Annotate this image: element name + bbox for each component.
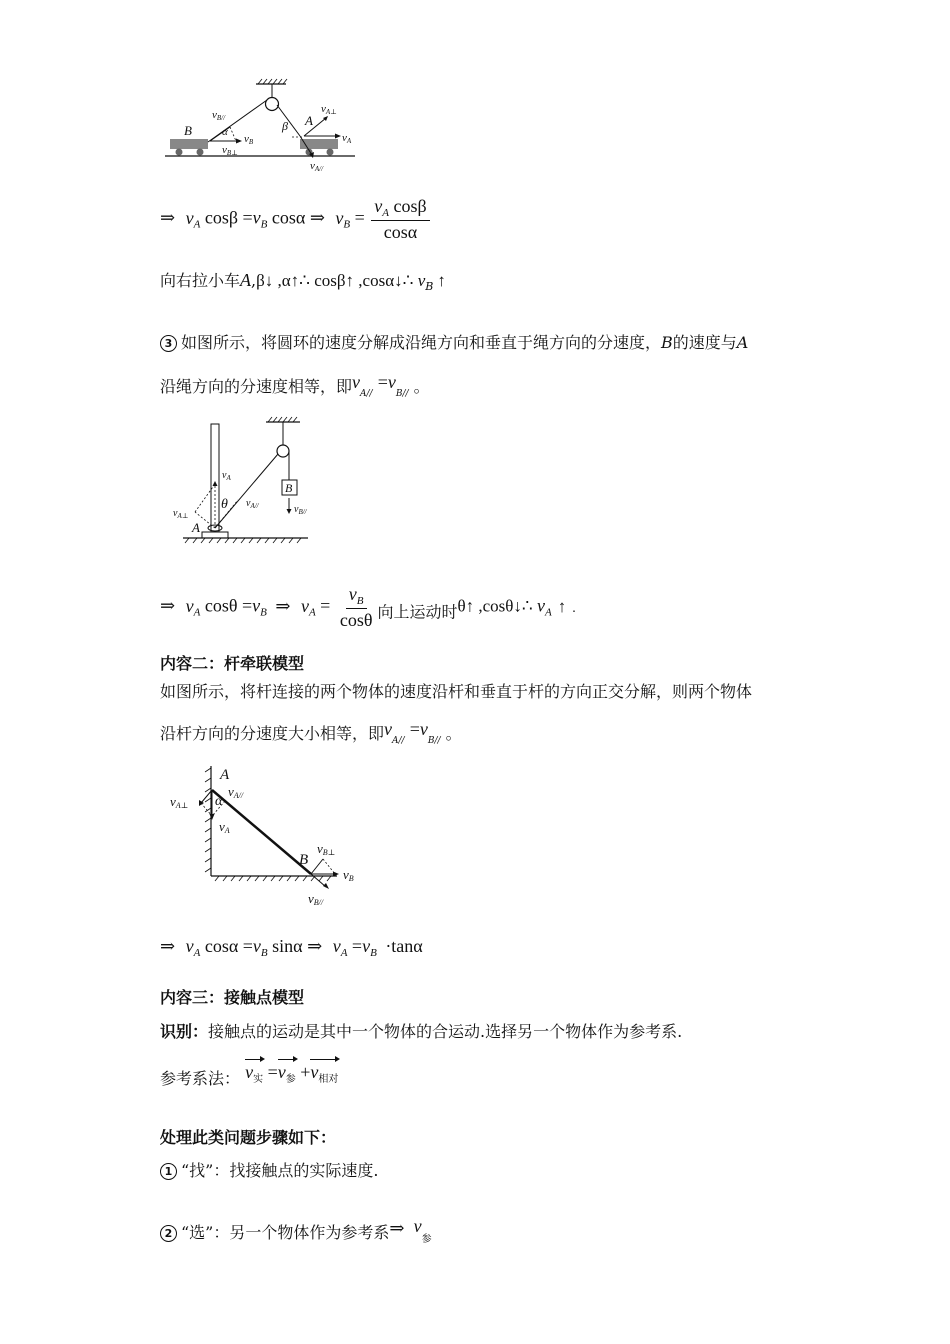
svg-text:vA⊥ [170,794,188,810]
fig3-vbpar-sub: B// [313,898,324,907]
ref-eq: = [267,1062,278,1082]
para3-line1b: 的速度与 [672,333,737,352]
equation-2 [160,584,576,631]
svg-text:vA⊥ [173,508,188,520]
para3-line2b: 。 [413,377,430,396]
eq1-frac-sub-a: A [382,207,390,219]
section-2-line2 [160,719,462,751]
fig1-label-A: A [305,113,313,128]
equation-3 [160,936,423,959]
eq2-sub-a-1: A [193,606,201,619]
rod-diagram [165,758,365,913]
fig3-label-A: A [220,767,230,783]
eq1-sub-b-1: B [260,218,268,231]
eq1-equals-2: = [354,207,365,228]
fig2-vbpar-sub: B// [298,508,307,516]
para3-eq: = [377,372,388,392]
line2-a: A [240,270,252,290]
eq3-implies-1: ⇒ [160,936,176,956]
ref-sub-real: 实 [253,1074,264,1085]
fig1-label-alpha: α [222,126,228,138]
eq2-equals-1: = [241,595,253,616]
eq2-sub-a-3: A [544,606,552,619]
eq2-frac-den: cosθ [339,610,373,630]
fig3-vapar-v: v [228,784,234,799]
eq2-v-2: v [252,595,261,616]
section2-v1: v [384,719,393,739]
fig3-vbperp-sub: B⊥ [322,848,336,857]
fig1-vbperp-v: v [222,144,227,156]
fig3-vb-sub: B [348,874,354,883]
fig1-vaperp-sub: A⊥ [325,108,337,116]
para3-v1: v [352,372,361,392]
svg-text:vA// [228,784,244,800]
eq3-sub-b-1: B [260,947,268,959]
cart-conclusion-line [160,270,446,297]
eq3-equals-2: = [351,936,363,956]
eq3-sub-a-2: A [340,947,348,959]
section2-line2b: 。 [445,724,462,743]
eq2-frac-v: v [348,584,357,604]
eq1-frac-v: v [374,196,383,216]
eq2-implies-1: ⇒ [160,595,176,616]
eq1-v-2: v [252,207,261,228]
ref-formula [245,1062,339,1085]
fig3-vb-v: v [343,867,349,882]
fig1-vaperp-v: v [321,103,326,115]
step-2-implies: ⇒ [389,1218,405,1238]
para3-v2: v [387,372,396,392]
equation-1 [160,196,432,243]
line2-comma: , [251,271,257,290]
fig3-label-B: B [299,852,309,868]
section2-sub-a: A// [392,736,405,746]
eq3-v-4: v [362,936,371,956]
eq1-sub-a-1: A [193,218,201,231]
line2-arrow: ↑ [437,271,446,290]
fig3-vbpar-v: v [308,891,314,906]
para3-b: B [661,333,673,352]
eq1-implies-1: ⇒ [160,207,176,228]
para3-line1a: 如图所示，将圆环的速度分解成沿绳方向和垂直于绳方向的分速度， [181,333,662,352]
step-2-v: v [413,1216,422,1236]
svg-text:vB// [308,891,324,907]
eq2-tail-text: 向上运动时 [377,602,458,622]
para3-line2a: 沿绳方向的分速度相等，即 [160,377,353,396]
fig3-vapar-sub: A// [233,791,244,800]
fig1-vb-sub: B [248,138,254,146]
eq1-v-1: v [185,207,194,228]
eq1-cosbeta: cosβ [204,207,238,228]
line2-math: β↓ ,α↑∴ cosβ↑ ,cosα↓∴ [256,271,418,290]
fig3-va-sub: A [224,826,230,835]
step-2-text: “选”：另一个物体作为参考系 [181,1223,390,1242]
ref-v-ref: v [277,1062,286,1082]
fig3-va-v: v [219,819,225,834]
para3-sub-b: B// [395,389,409,399]
ref-plus: + [300,1062,311,1082]
eq1-sub-b-2: B [343,218,351,231]
ref-v-rel: v [310,1062,319,1082]
fig3-vaperp-v: v [170,794,176,809]
circled-number-1: 1 [160,1163,177,1180]
section2-line2a: 沿杆方向的分速度大小相等，即 [160,724,385,743]
svg-text:vB// [212,109,226,122]
step-2 [160,1216,432,1250]
fig1-vapar-v: v [310,160,315,172]
section-3-title: 内容三：接触点模型 [160,988,305,1007]
fig2-vbpar-v: v [294,504,299,515]
eq2-sub-b-1: B [260,606,267,619]
circled-number-2: 2 [160,1225,177,1242]
step-1 [160,1161,378,1181]
ref-sub-rel: 相对 [318,1074,339,1085]
svg-text:vA [219,819,230,835]
svg-text:vB [244,133,254,146]
section2-sub-b: B// [427,736,441,746]
steps-title: 处理此类问题步骤如下： [160,1128,337,1147]
para3-a: A [736,333,749,352]
fig2-vapar-sub: A// [250,502,259,510]
eq3-cosalpha: cosα [204,936,239,956]
fig2-label-theta: θ [221,497,228,512]
svg-text:vB⊥ [222,144,238,157]
eq2-sub-a-2: A [308,606,316,619]
identify-line [160,1022,682,1042]
eq1-equals-1: = [242,207,253,228]
fig3-label-alpha: α [215,794,223,809]
fig2-vaperp-v: v [173,508,178,519]
eq1-implies-2: ⇒ [309,207,325,228]
fig1-label-B: B [184,123,192,138]
eq2-end: . [572,600,576,616]
eq1-v-3: v [335,207,344,228]
fig1-label-beta: β [282,119,288,133]
ring-pole-diagram [168,414,338,549]
svg-text:vB [343,867,354,883]
eq2-arrow: ↑ [557,596,567,616]
step-2-sub: 参 [421,1234,432,1245]
ring-paragraph-line1 [160,333,748,353]
section-2-title: 内容二：杆牵联模型 [160,654,305,673]
svg-text:vA// [310,160,324,173]
eq2-implies-2: ⇒ [275,595,291,616]
eq2-tail-math: θ↑ ,cosθ↓∴ [457,596,537,616]
svg-text:vB// [294,504,308,516]
fig3-vaperp-sub: A⊥ [175,801,189,810]
fig1-vbpar-sub: B// [216,114,226,122]
eq2-costheta-1: cosθ [204,595,238,616]
fig1-vbpar-v: v [212,109,217,121]
fig3-vbperp-v: v [317,841,323,856]
fig2-va-v: v [222,470,227,481]
eq3-v-2: v [252,936,261,956]
section2-v2: v [419,719,428,739]
fig2-vapar-v: v [246,498,251,509]
eq2-v-4: v [536,595,545,616]
fig2-va-sub: A [226,474,231,482]
eq1-cosalpha: cosα [271,207,306,228]
eq2-frac-sub-b: B [356,595,364,607]
identify-label: 识别： [160,1022,209,1041]
circled-number-3: 3 [160,335,177,352]
section2-eq: = [409,719,420,739]
fig2-label-B: B [285,481,293,495]
fig2-label-A: A [192,520,200,535]
step-1-text: “找”：找接触点的实际速度. [181,1161,379,1180]
eq2-fraction [337,584,376,631]
fig2-vaperp-sub: A⊥ [177,512,189,520]
eq2-v-3: v [300,595,309,616]
svg-text:vA⊥ [321,103,337,116]
identify-text: 接触点的运动是其中一个物体的合运动.选择另一个物体作为参考系. [208,1022,683,1041]
ring-paragraph-line2 [160,372,430,404]
eq1-frac-den: cosα [383,222,418,242]
eq1-frac-num: cosβ [393,196,427,216]
fig1-vapar-sub: A// [314,165,324,173]
fig1-vb-v: v [244,133,249,145]
ref-label: 参考系法： [160,1069,241,1088]
eq3-equals-1: = [242,936,253,956]
svg-text:vB⊥ [317,841,335,857]
eq3-sub-b-2: B [370,947,377,959]
eq2-v-1: v [185,595,194,616]
line2-v: v [417,271,426,290]
fig1-va-v: v [342,132,347,144]
eq3-sinalpha: sinα [272,936,303,956]
eq3-sub-a-1: A [193,947,201,959]
fig1-va-sub: A [346,137,352,145]
svg-text:vA [222,470,231,482]
rope-cart-diagram [160,78,360,173]
line2-sub: B [425,280,434,293]
fig1-vbperp-sub: B⊥ [226,149,238,157]
eq3-tan: ·tanα [385,936,423,956]
ref-sub-ref: 参 [285,1074,296,1085]
eq2-equals-2: = [320,595,331,616]
eq3-v-3: v [332,936,341,956]
eq3-v-1: v [185,936,194,956]
svg-text:vA// [246,498,260,510]
reference-frame-line [160,1062,338,1090]
svg-text:vA [342,132,352,145]
eq3-implies-2: ⇒ [307,936,323,956]
section-2-line1: 如图所示，将杆连接的两个物体的速度沿杆和垂直于杆的方向正交分解，则两个物体 [160,682,753,701]
para3-sub-a: A// [360,389,373,399]
eq1-fraction [371,196,429,243]
line2-prefix: 向右拉小车 [160,271,241,290]
ref-v-real: v [245,1062,254,1082]
